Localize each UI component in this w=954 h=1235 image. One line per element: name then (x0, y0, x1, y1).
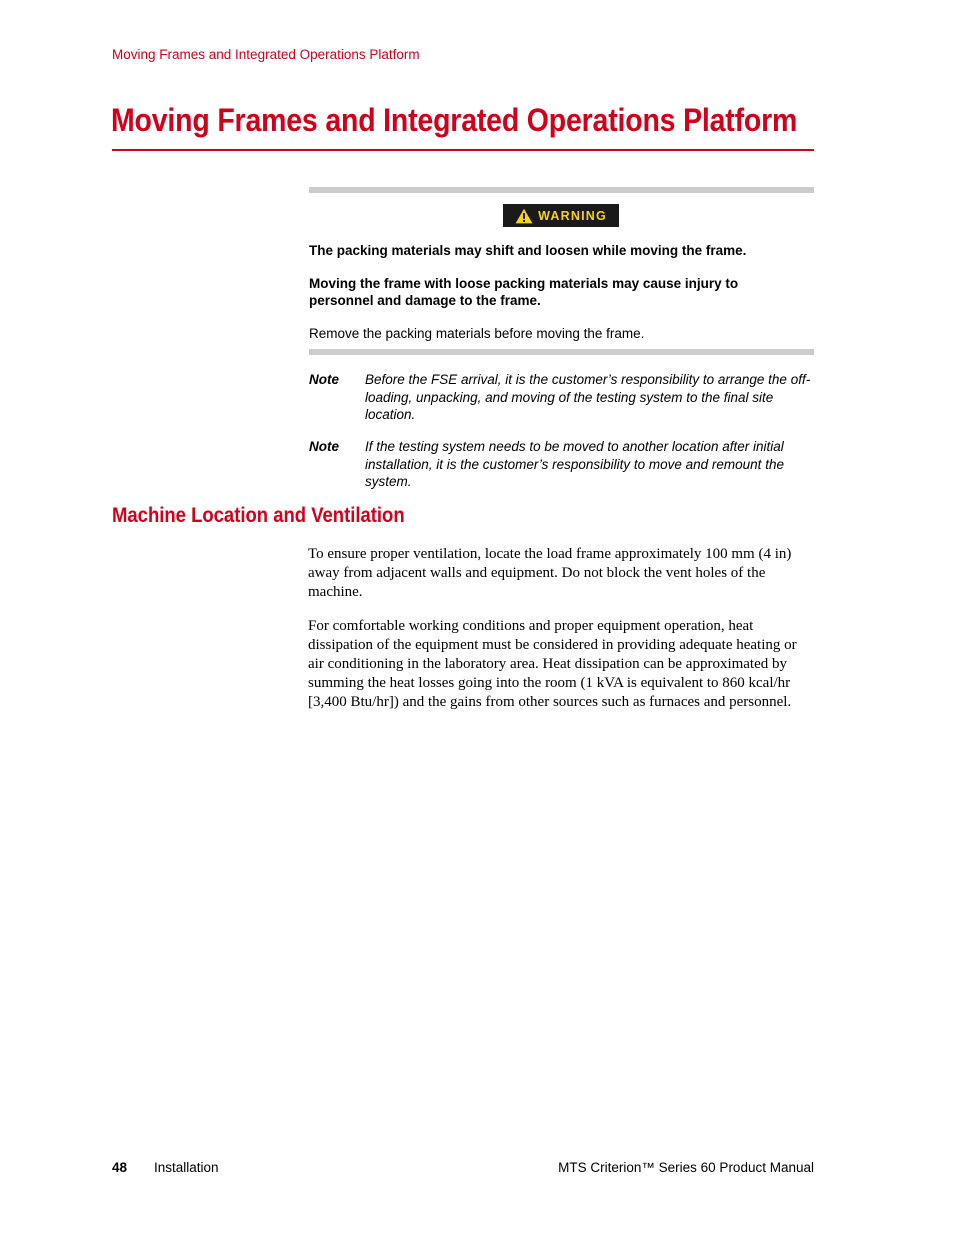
note-text: If the testing system needs to be moved to another location after initial installation, it is the customer’s responsibility to move and remount the system. (365, 439, 784, 489)
page-title: Moving Frames and Integrated Operations Platform (111, 102, 798, 138)
body-paragraph: For comfortable working conditions and proper equipment operation, heat dissipation of the equipment must be considered in providing adequate heating or air conditioning in the laboratory area. Heat dissipation can be approximated by summing the heat losses going into the room (1 kVA is equivalent to 860 kcal/hr [3,400 Btu/hr]) and the gains from other sources such as furnaces and personnel. (308, 618, 797, 710)
footer-section-name: Installation (154, 1160, 219, 1175)
section-heading: Machine Location and Ventilation (112, 504, 405, 527)
title-rule (112, 149, 814, 151)
warning-label: WARNING (538, 208, 607, 223)
warning-avoidance-text: Remove the packing materials before moving the frame. (309, 326, 645, 341)
footer-manual-title: MTS Criterion™ Series 60 Product Manual (558, 1160, 814, 1175)
warning-badge (503, 204, 619, 227)
warning-bottom-divider (309, 349, 814, 355)
note-label: Note (309, 439, 339, 454)
warning-hazard-text: The packing materials may shift and loosen while moving the frame. (309, 243, 747, 258)
note-text: Before the FSE arrival, it is the customer’s responsibility to arrange the off-loading, unpacking, and moving of the testing system to the final site location. (365, 372, 811, 422)
body-paragraph: To ensure proper ventilation, locate the load frame approximately 100 mm (4 in) away from adjacent walls and equipment. Do not block the vent holes of the machine. (308, 546, 792, 600)
note-label: Note (309, 372, 339, 387)
warning-top-divider (309, 187, 814, 193)
warning-triangle-icon (515, 208, 533, 224)
footer-page-number: 48 (112, 1160, 128, 1175)
warning-consequence-text: Moving the frame with loose packing materials may cause injury to personnel and damage to the frame. (309, 276, 739, 308)
running-header: Moving Frames and Integrated Operations Platform (112, 47, 420, 62)
